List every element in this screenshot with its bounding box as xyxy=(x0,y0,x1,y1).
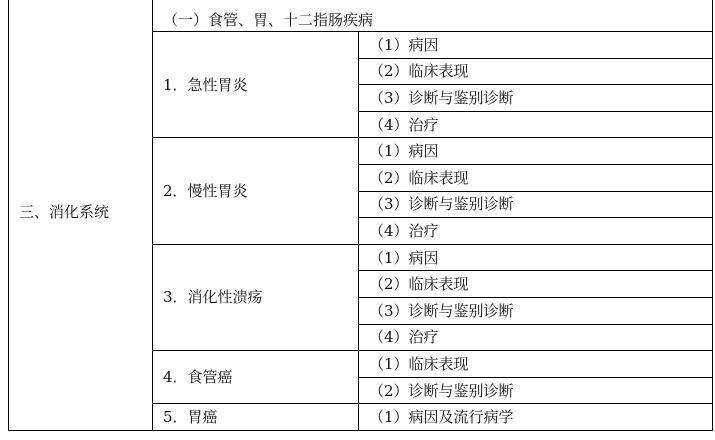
subtopic-cell: （4）治疗 xyxy=(359,111,713,138)
subtopic-cell: （3）诊断与鉴别诊断 xyxy=(359,85,713,112)
subtopic-cell: （1）病因及流行病学 xyxy=(359,404,713,431)
table-row xyxy=(9,0,713,32)
subtopic-cell: （1）病因 xyxy=(359,138,713,165)
subtopic-cell: （3）诊断与鉴别诊断 xyxy=(359,297,713,324)
topic-label: 3．消化性溃疡 xyxy=(153,244,359,350)
topic-label: 4．食管癌 xyxy=(153,351,359,404)
subtopic-cell: （2）诊断与鉴别诊断 xyxy=(359,377,713,404)
topic-label: 5．胃癌 xyxy=(153,404,359,431)
section-title: 三、消化系统 xyxy=(9,0,153,430)
subtopic-cell: （4）治疗 xyxy=(359,218,713,245)
topic-label: 2．慢性胃炎 xyxy=(153,138,359,244)
topic-label: 1．急性胃炎 xyxy=(153,32,359,138)
subtopic-cell: （1）病因 xyxy=(359,32,713,59)
subtopic-cell: （2）临床表现 xyxy=(359,164,713,191)
subtopic-cell: （2）临床表现 xyxy=(359,271,713,298)
subtopic-cell: （1）病因 xyxy=(359,244,713,271)
subtopic-cell: （2）临床表现 xyxy=(359,58,713,85)
subtopic-cell: （3）诊断与鉴别诊断 xyxy=(359,191,713,218)
subtopic-cell: （4）治疗 xyxy=(359,324,713,351)
unit-title: （一）食管、胃、十二指肠疾病 xyxy=(153,0,713,32)
subtopic-cell: （1）临床表现 xyxy=(359,351,713,378)
syllabus-table xyxy=(8,0,713,431)
